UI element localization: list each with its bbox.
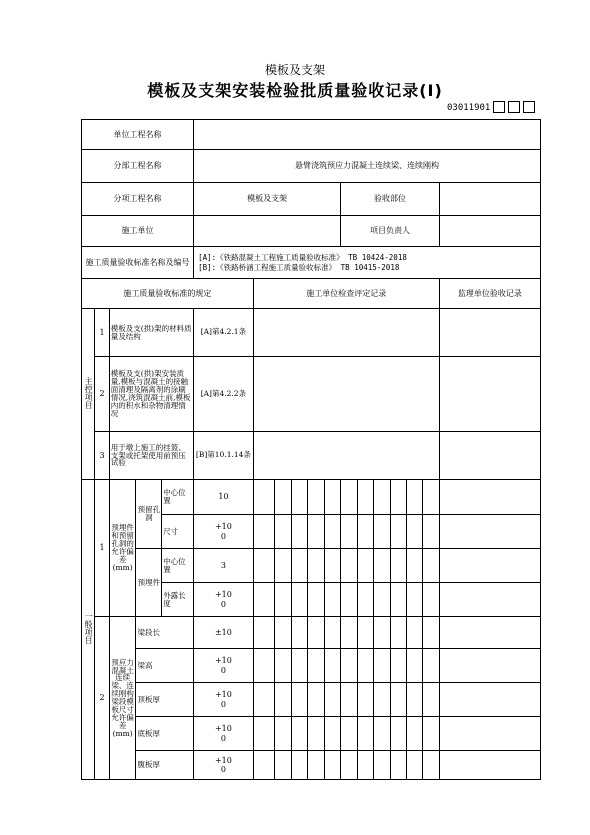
- check-cell[interactable]: [341, 717, 357, 751]
- col-check-header: 施工单位检查评定记录: [253, 279, 439, 309]
- check-cell[interactable]: [390, 751, 406, 780]
- check-cell[interactable]: [406, 649, 422, 683]
- allowed-deviation: +10 0: [194, 683, 254, 717]
- check-cell[interactable]: [406, 549, 422, 583]
- check-cell[interactable]: [357, 649, 373, 683]
- check-cell[interactable]: [275, 583, 291, 617]
- project-manager-label: 项目负责人: [341, 216, 440, 247]
- check-cell[interactable]: [341, 515, 357, 549]
- check-cell[interactable]: [324, 549, 340, 583]
- check-cell[interactable]: [357, 583, 373, 617]
- acceptance-part-value[interactable]: [439, 183, 540, 216]
- check-cell[interactable]: [406, 617, 422, 649]
- check-item-name: 尺寸: [162, 515, 194, 549]
- check-cell[interactable]: [324, 751, 340, 780]
- main-item-ref: [B]第10.1.14条: [194, 432, 254, 480]
- check-cell[interactable]: [374, 617, 390, 649]
- check-cell[interactable]: [308, 583, 324, 617]
- supervision-cell[interactable]: [439, 617, 540, 649]
- check-cell[interactable]: [308, 515, 324, 549]
- check-cell[interactable]: [291, 549, 307, 583]
- check-cell[interactable]: [253, 515, 275, 549]
- check-cell[interactable]: [275, 683, 291, 717]
- check-cell[interactable]: [275, 515, 291, 549]
- supervision-cell[interactable]: [439, 751, 540, 780]
- check-cell[interactable]: [308, 751, 324, 780]
- check-cell[interactable]: [291, 515, 307, 549]
- check-cell[interactable]: [291, 649, 307, 683]
- check-cell[interactable]: [275, 480, 291, 515]
- check-cell[interactable]: [291, 751, 307, 780]
- check-cell[interactable]: [324, 649, 340, 683]
- check-cell[interactable]: [374, 751, 390, 780]
- supervision-cell[interactable]: [439, 583, 540, 617]
- col-supervision-header: 监理单位验收记录: [439, 279, 540, 309]
- check-cell[interactable]: [308, 649, 324, 683]
- allowed-deviation: 3: [194, 549, 254, 583]
- check-cell[interactable]: [291, 583, 307, 617]
- check-cell[interactable]: [374, 583, 390, 617]
- allowed-deviation: +10 0: [194, 583, 254, 617]
- main-item-supervision[interactable]: [439, 432, 540, 480]
- check-item-name: 腹板厚: [136, 751, 194, 780]
- check-cell[interactable]: [423, 480, 439, 515]
- main-item-check[interactable]: [253, 357, 439, 432]
- main-item-supervision[interactable]: [439, 357, 540, 432]
- check-cell[interactable]: [308, 549, 324, 583]
- form-code: 03011901: [447, 103, 491, 113]
- allowed-deviation: +10 0: [194, 717, 254, 751]
- form-subtitle: 模板及支架: [264, 63, 325, 77]
- general-item-no: 1: [95, 480, 109, 617]
- check-cell[interactable]: [253, 583, 275, 617]
- main-control-group: 主控项目: [82, 309, 95, 480]
- check-cell[interactable]: [341, 480, 357, 515]
- check-cell[interactable]: [341, 583, 357, 617]
- check-cell[interactable]: [291, 480, 307, 515]
- check-item-name: 梁段长: [136, 617, 194, 649]
- check-cell[interactable]: [406, 717, 422, 751]
- check-cell[interactable]: [341, 683, 357, 717]
- check-cell[interactable]: [291, 717, 307, 751]
- check-cell[interactable]: [308, 617, 324, 649]
- check-cell[interactable]: [275, 751, 291, 780]
- check-cell[interactable]: [253, 717, 275, 751]
- item-project-value[interactable]: 模板及支架: [194, 183, 341, 216]
- check-cell[interactable]: [341, 617, 357, 649]
- check-item-name: 中心位置: [162, 480, 194, 515]
- check-cell[interactable]: [308, 717, 324, 751]
- standard-label: 施工质量验收标准名称及编号: [82, 247, 194, 279]
- main-item-check[interactable]: [253, 309, 439, 357]
- check-cell[interactable]: [324, 515, 340, 549]
- check-item-name: 梁高: [136, 649, 194, 683]
- acceptance-part-label: 验收部位: [341, 183, 440, 216]
- code-box-1[interactable]: [493, 101, 505, 113]
- unit-project-value[interactable]: [194, 120, 541, 150]
- check-cell[interactable]: [423, 617, 439, 649]
- check-cell[interactable]: [390, 549, 406, 583]
- check-cell[interactable]: [374, 480, 390, 515]
- check-cell[interactable]: [253, 480, 275, 515]
- supervision-cell[interactable]: [439, 717, 540, 751]
- check-cell[interactable]: [374, 549, 390, 583]
- check-cell[interactable]: [374, 683, 390, 717]
- check-cell[interactable]: [253, 683, 275, 717]
- check-item-name: 中心位置: [162, 549, 194, 583]
- check-cell[interactable]: [357, 751, 373, 780]
- check-cell[interactable]: [308, 480, 324, 515]
- check-item-name: 底板厚: [136, 717, 194, 751]
- check-cell[interactable]: [406, 751, 422, 780]
- main-item-supervision[interactable]: [439, 309, 540, 357]
- check-cell[interactable]: [324, 683, 340, 717]
- check-cell[interactable]: [423, 751, 439, 780]
- general-item-label: 预埋件和预留孔洞的允许偏差(mm): [109, 480, 136, 617]
- main-item-desc: 用于墩上施工的挂篮、支架或托架使用前预压试验: [109, 432, 193, 480]
- check-cell[interactable]: [357, 683, 373, 717]
- check-cell[interactable]: [308, 683, 324, 717]
- check-cell[interactable]: [374, 649, 390, 683]
- project-manager-value[interactable]: [439, 216, 540, 247]
- standard-a: [A]:《铁路混凝土工程施工质量验收标准》 TB 10424-2018: [198, 252, 407, 262]
- check-cell[interactable]: [275, 617, 291, 649]
- acceptance-table: [81, 119, 541, 780]
- check-cell[interactable]: [253, 751, 275, 780]
- check-cell[interactable]: [423, 583, 439, 617]
- check-item-name: 顶板厚: [136, 683, 194, 717]
- supervision-cell[interactable]: [439, 480, 540, 515]
- sub-project-label: 分部工程名称: [82, 150, 194, 183]
- check-cell[interactable]: [390, 649, 406, 683]
- check-cell[interactable]: [253, 617, 275, 649]
- item-project-label: 分项工程名称: [82, 183, 194, 216]
- code-box-2[interactable]: [508, 101, 520, 113]
- check-item-name: 外露长度: [162, 583, 194, 617]
- general-item-no: 2: [95, 617, 109, 780]
- check-cell[interactable]: [390, 617, 406, 649]
- check-cell[interactable]: [253, 549, 275, 583]
- check-cell[interactable]: [423, 683, 439, 717]
- main-item-no: 3: [95, 432, 109, 480]
- check-cell[interactable]: [341, 649, 357, 683]
- check-cell[interactable]: [374, 717, 390, 751]
- check-cell[interactable]: [275, 717, 291, 751]
- allowed-deviation: +10 0: [194, 751, 254, 780]
- general-item-label: 预应力混凝土连续梁、连续刚构梁段模板尺寸允许偏差(mm): [109, 617, 136, 780]
- check-cell[interactable]: [390, 683, 406, 717]
- check-cell[interactable]: [357, 480, 373, 515]
- check-cell[interactable]: [390, 480, 406, 515]
- check-cell[interactable]: [406, 480, 422, 515]
- embedded-part-label: 预埋件: [136, 549, 162, 617]
- check-cell[interactable]: [423, 549, 439, 583]
- allowed-deviation: ±10: [194, 617, 254, 649]
- col-spec-header: 施工质量验收标准的规定: [82, 279, 254, 309]
- supervision-cell[interactable]: [439, 683, 540, 717]
- general-group: 一般项目: [82, 480, 95, 780]
- check-cell[interactable]: [406, 583, 422, 617]
- check-cell[interactable]: [374, 515, 390, 549]
- check-cell[interactable]: [406, 515, 422, 549]
- check-cell[interactable]: [291, 683, 307, 717]
- check-cell[interactable]: [357, 549, 373, 583]
- main-item-no: 2: [95, 357, 109, 432]
- check-cell[interactable]: [423, 717, 439, 751]
- sub-project-value[interactable]: 悬臂浇筑预应力混凝土连续梁、连续刚构: [194, 150, 541, 183]
- check-cell[interactable]: [406, 683, 422, 717]
- main-item-desc: 模板及支(拱)架安装质量,模板与混凝土的接触面清理及隔离剂的涂刷情况,浇筑混凝土前,模板内的积水和杂物清理情况: [109, 357, 193, 432]
- check-cell[interactable]: [357, 515, 373, 549]
- reserved-hole-label: 预留孔洞: [136, 480, 162, 549]
- check-cell[interactable]: [390, 583, 406, 617]
- check-cell[interactable]: [341, 549, 357, 583]
- construction-unit-label: 施工单位: [82, 216, 194, 247]
- main-item-no: 1: [95, 309, 109, 357]
- check-cell[interactable]: [324, 617, 340, 649]
- check-cell[interactable]: [341, 751, 357, 780]
- standard-names: [194, 247, 541, 279]
- allowed-deviation: +10 0: [194, 515, 254, 549]
- check-cell[interactable]: [275, 549, 291, 583]
- construction-unit-value[interactable]: [194, 216, 341, 247]
- unit-project-label: 单位工程名称: [82, 120, 194, 150]
- allowed-deviation: +10 0: [194, 649, 254, 683]
- check-cell[interactable]: [275, 649, 291, 683]
- allowed-deviation: 10: [194, 480, 254, 515]
- check-cell[interactable]: [390, 515, 406, 549]
- main-item-desc: 模板及支(拱)架的材料质量及结构: [109, 309, 193, 357]
- standard-b: [B]:《铁路桥涵工程施工质量验收标准》 TB 10415-2018: [198, 262, 400, 272]
- main-item-check[interactable]: [253, 432, 439, 480]
- check-cell[interactable]: [253, 649, 275, 683]
- check-cell[interactable]: [324, 583, 340, 617]
- check-cell[interactable]: [324, 717, 340, 751]
- check-cell[interactable]: [390, 717, 406, 751]
- supervision-cell[interactable]: [439, 649, 540, 683]
- code-box-3[interactable]: [523, 101, 535, 113]
- check-cell[interactable]: [357, 617, 373, 649]
- supervision-cell[interactable]: [439, 549, 540, 583]
- check-cell[interactable]: [357, 717, 373, 751]
- main-item-ref: [A]第4.2.2条: [194, 357, 254, 432]
- supervision-cell[interactable]: [439, 515, 540, 549]
- check-cell[interactable]: [423, 649, 439, 683]
- form-title: 模板及支架安装检验批质量验收记录(Ⅰ): [147, 81, 443, 100]
- check-cell[interactable]: [423, 515, 439, 549]
- check-cell[interactable]: [291, 617, 307, 649]
- check-cell[interactable]: [324, 480, 340, 515]
- main-item-ref: [A]第4.2.1条: [194, 309, 254, 357]
